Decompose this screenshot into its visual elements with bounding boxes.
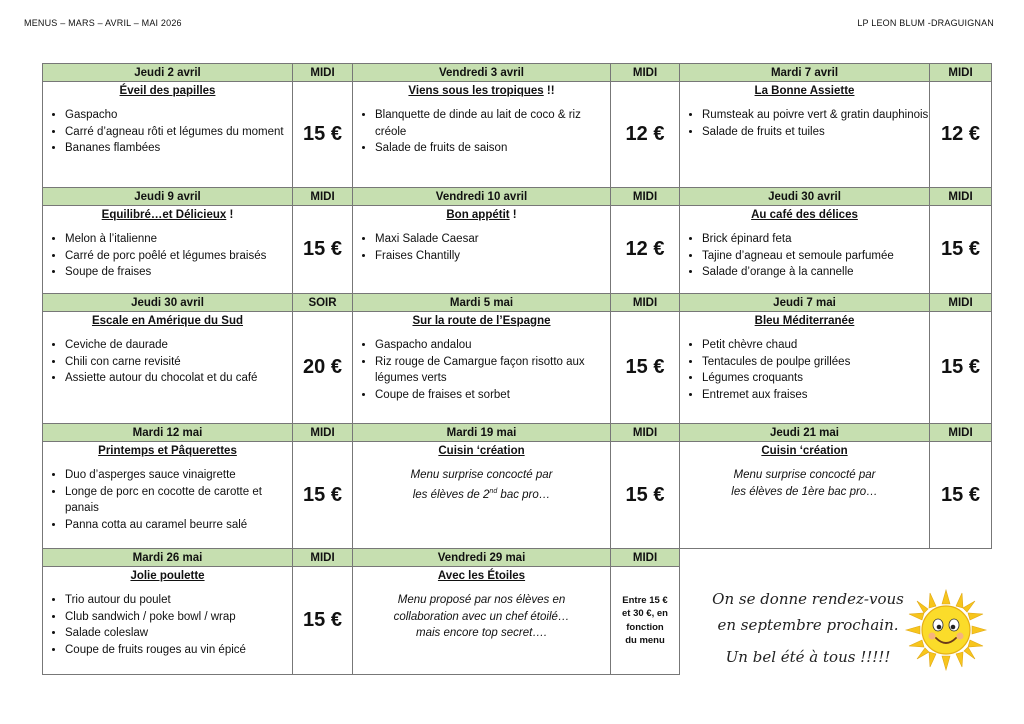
service-label: MIDI: [611, 424, 680, 442]
closing-line: Un bel été à tous !!!!!: [725, 648, 891, 666]
menu-title: Escale en Amérique du Sud: [91, 315, 244, 327]
day-header-row: [43, 188, 992, 206]
superscript: nd: [489, 487, 498, 495]
dish-item: • Trio autour du poulet: [65, 592, 292, 609]
day-label: Mardi 12 mai: [43, 424, 293, 442]
dish-list: [43, 337, 292, 387]
dish-item: • Tajine d’agneau et semoule parfumée: [702, 248, 929, 265]
menu-price-range: [611, 567, 680, 675]
day-label: Jeudi 21 mai: [680, 424, 930, 442]
dish-item: • Salade de fruits et tuiles: [702, 124, 929, 141]
dish-item: • Melon à l’italienne: [65, 231, 292, 248]
surprise-text: [353, 467, 610, 503]
menu-content-row: [43, 312, 992, 424]
menu-price: 15 €: [930, 206, 992, 294]
menu-price: 15 €: [293, 442, 353, 549]
menu-cell: [43, 82, 293, 188]
closing-line: On se donne rendez-vous: [712, 590, 904, 608]
dish-item: • Ceviche de daurade: [65, 337, 292, 354]
menu-title: Printemps et Pâquerettes: [98, 445, 237, 457]
surprise-line: les élèves de 1ère bac pro…: [731, 485, 878, 498]
dish-item: • Bananes flambées: [65, 140, 292, 157]
day-header-row: [43, 549, 992, 567]
dish-item: • Blanquette de dinde au lait de coco & riz créole: [375, 107, 610, 140]
menu-title-suffix: !: [509, 209, 517, 221]
menu-title: Bleu Méditerranée: [754, 315, 855, 327]
dish-item: • Soupe de fraises: [65, 264, 292, 281]
menu-title-wrap: [353, 209, 610, 221]
service-label: MIDI: [293, 64, 353, 82]
dish-item: • Tentacules de poulpe grillées: [702, 354, 929, 371]
menu-price: 20 €: [293, 312, 353, 424]
service-label: MIDI: [930, 64, 992, 82]
surprise-line: Menu proposé par nos élèves en: [397, 594, 566, 606]
menu-cell: [680, 206, 930, 294]
day-label: Mardi 26 mai: [43, 549, 293, 567]
menu-table: [42, 63, 992, 675]
dish-item: • Gaspacho: [65, 107, 292, 124]
dish-list: [680, 107, 929, 140]
service-label: MIDI: [930, 294, 992, 312]
menu-cell: [680, 442, 930, 549]
dish-item: • Club sandwich / poke bowl / wrap: [65, 609, 292, 626]
service-label: SOIR: [293, 294, 353, 312]
dish-item: • Salade de fruits de saison: [375, 140, 610, 157]
dish-item: • Rumsteak au poivre vert & gratin dauphinois: [702, 107, 929, 124]
dish-list: [43, 467, 292, 533]
menu-price: 15 €: [293, 82, 353, 188]
service-label: MIDI: [611, 549, 680, 567]
day-label: Jeudi 2 avril: [43, 64, 293, 82]
surprise-line: mais encore top secret….: [415, 627, 548, 639]
day-label: Jeudi 9 avril: [43, 188, 293, 206]
service-label: MIDI: [293, 424, 353, 442]
price-line: et 30 €, en: [622, 608, 668, 619]
menu-title-suffix: !!: [543, 85, 555, 97]
service-label: MIDI: [293, 188, 353, 206]
menu-price: 12 €: [930, 82, 992, 188]
menu-cell: [353, 442, 611, 549]
menu-cell: [680, 312, 930, 424]
dish-item: • Brick épinard feta: [702, 231, 929, 248]
dish-list: [353, 107, 610, 157]
menu-price: 15 €: [611, 442, 680, 549]
dish-list: [43, 231, 292, 281]
dish-item: • Maxi Salade Caesar: [375, 231, 610, 248]
dish-list: [353, 337, 610, 403]
dish-item: • Panna cotta au caramel beurre salé: [65, 517, 292, 534]
menu-price: 15 €: [930, 442, 992, 549]
menu-title: Bon appétit: [446, 209, 510, 221]
dish-item: • Gaspacho andalou: [375, 337, 610, 354]
menu-cell: [353, 82, 611, 188]
day-label: Vendredi 10 avril: [353, 188, 611, 206]
price-line: du menu: [625, 635, 665, 646]
document-header-right: LP LEON BLUM -DRAGUIGNAN: [857, 18, 994, 28]
surprise-line: Menu surprise concocté par: [410, 469, 553, 481]
surprise-line: collaboration avec un chef étoilé…: [393, 610, 570, 623]
dish-item: • Carré de porc poêlé et légumes braisés: [65, 248, 292, 265]
surprise-line: bac pro…: [500, 488, 551, 501]
day-label: Jeudi 30 avril: [43, 294, 293, 312]
menu-cell: [43, 567, 293, 675]
closing-line: en septembre prochain.: [717, 616, 899, 634]
price-line: Entre 15 €: [622, 594, 668, 606]
menu-title: Éveil des papilles: [119, 85, 216, 97]
menu-cell: [353, 312, 611, 424]
service-label: MIDI: [293, 549, 353, 567]
menu-title-wrap: [353, 85, 610, 97]
dish-list: [43, 592, 292, 658]
day-header-row: [43, 64, 992, 82]
empty-cell: [930, 549, 992, 567]
menu-price: 15 €: [293, 206, 353, 294]
dish-item: • Carré d’agneau rôti et légumes du moment: [65, 124, 292, 141]
menu-title-wrap: [43, 209, 292, 221]
service-label: MIDI: [611, 64, 680, 82]
dish-item: • Longe de porc en cocotte de carotte et panais: [65, 484, 292, 517]
surprise-text: [353, 592, 610, 642]
menu-title: Au café des délices: [751, 209, 858, 221]
service-label: MIDI: [611, 294, 680, 312]
day-label: Mardi 7 avril: [680, 64, 930, 82]
dish-item: • Assiette autour du chocolat et du café: [65, 370, 292, 387]
smiling-sun-icon: [904, 588, 988, 672]
dish-item: • Salade coleslaw: [65, 625, 292, 642]
day-header-row: [43, 294, 992, 312]
day-label: Vendredi 3 avril: [353, 64, 611, 82]
price-line: fonction: [626, 621, 664, 633]
menu-cell: [680, 82, 930, 188]
menu-price: 15 €: [293, 567, 353, 675]
dish-item: • Entremet aux fraises: [702, 387, 929, 404]
dish-item: • Petit chèvre chaud: [702, 337, 929, 354]
service-label: MIDI: [930, 188, 992, 206]
dish-list: [43, 107, 292, 157]
surprise-line: les élèves de 2: [412, 488, 490, 501]
menu-cell: [43, 442, 293, 549]
menu-price: 12 €: [611, 82, 680, 188]
surprise-text: [680, 467, 929, 500]
menu-cell: [353, 206, 611, 294]
dish-item: • Salade d’orange à la cannelle: [702, 264, 929, 281]
service-label: MIDI: [611, 188, 680, 206]
menu-title: Jolie poulette: [130, 570, 205, 582]
menu-title: Sur la route de l’Espagne: [412, 315, 551, 327]
menu-title: Avec les Étoiles: [437, 570, 526, 582]
empty-cell: [680, 549, 930, 567]
day-label: Jeudi 30 avril: [680, 188, 930, 206]
day-label: Jeudi 7 mai: [680, 294, 930, 312]
dish-item: • Coupe de fraises et sorbet: [375, 387, 610, 404]
menu-content-row: [43, 206, 992, 294]
dish-item: • Légumes croquants: [702, 370, 929, 387]
dish-item: • Coupe de fruits rouges au vin épicé: [65, 642, 292, 659]
menu-title: Cuisin ‘création: [761, 445, 848, 457]
menu-price: 12 €: [611, 206, 680, 294]
menu-cell: [43, 312, 293, 424]
dish-list: [353, 231, 610, 264]
menu-title: La Bonne Assiette: [754, 85, 855, 97]
menu-cell: [353, 567, 611, 675]
menu-content-row: [43, 442, 992, 549]
menu-title: Viens sous les tropiques: [408, 85, 544, 97]
day-header-row: [43, 424, 992, 442]
menu-title-suffix: !: [226, 209, 234, 221]
menu-price: 15 €: [611, 312, 680, 424]
dish-list: [680, 337, 929, 403]
menu-cell: [43, 206, 293, 294]
menu-price: 15 €: [930, 312, 992, 424]
surprise-line: Menu surprise concocté par: [733, 469, 876, 481]
menu-content-row: [43, 82, 992, 188]
service-label: MIDI: [930, 424, 992, 442]
day-label: Vendredi 29 mai: [353, 549, 611, 567]
dish-item: • Riz rouge de Camargue façon risotto aux légumes verts: [375, 354, 610, 387]
menu-title: Equilibré…et Délicieux: [101, 209, 227, 221]
closing-message: [698, 586, 918, 670]
menu-title: Cuisin ‘création: [438, 445, 525, 457]
dish-item: • Duo d’asperges sauce vinaigrette: [65, 467, 292, 484]
document-header-left: MENUS – MARS – AVRIL – MAI 2026: [24, 18, 182, 28]
dish-item: • Chili con carne revisité: [65, 354, 292, 371]
day-label: Mardi 5 mai: [353, 294, 611, 312]
dish-list: [680, 231, 929, 281]
day-label: Mardi 19 mai: [353, 424, 611, 442]
dish-item: • Fraises Chantilly: [375, 248, 610, 265]
